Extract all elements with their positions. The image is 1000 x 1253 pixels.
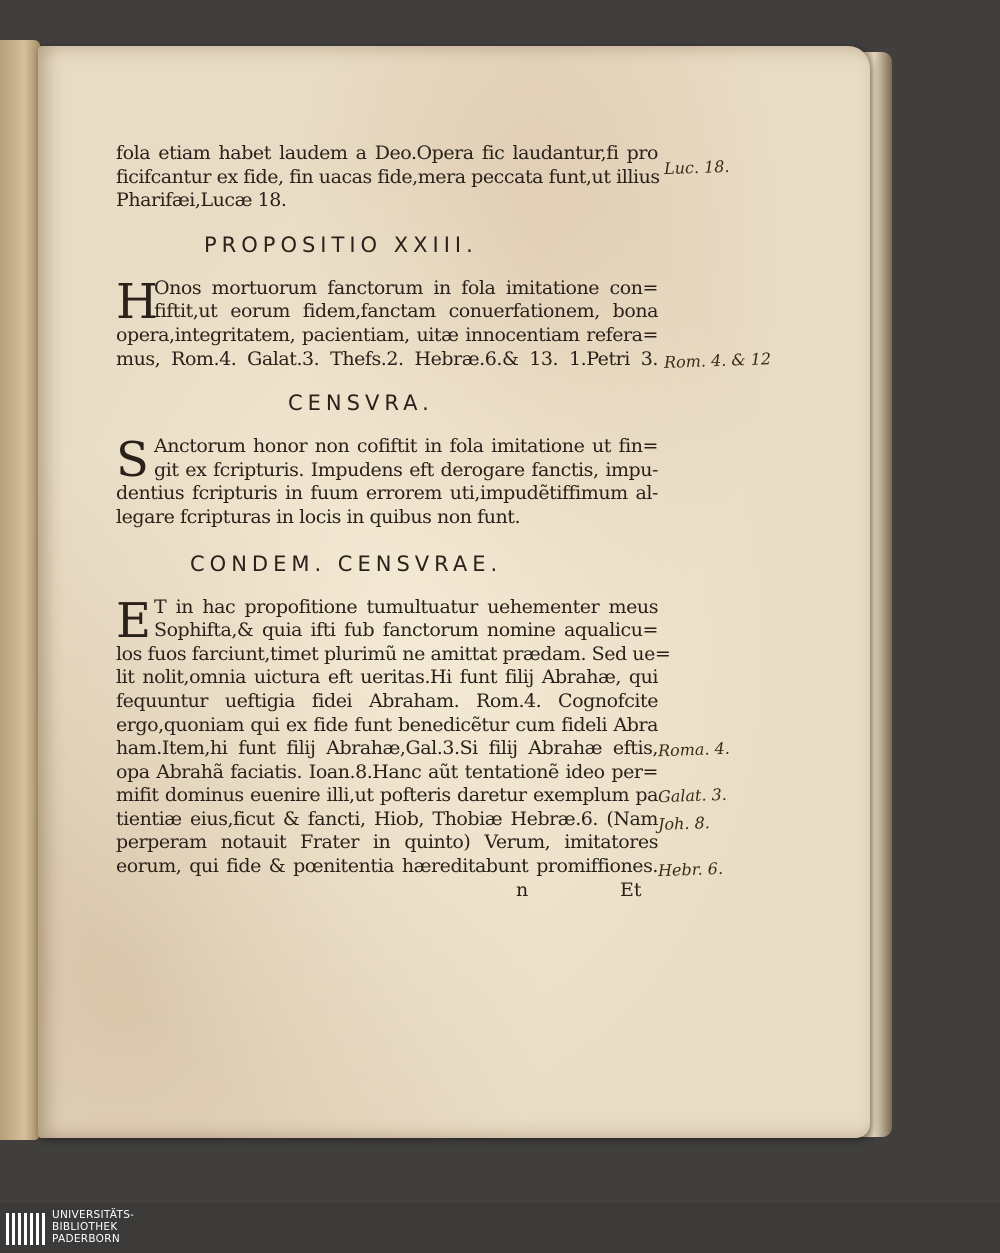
library-name-line: UNIVERSITÄTS- xyxy=(52,1209,135,1221)
heading-propositio: PROPOSITIO XXIII. xyxy=(204,232,478,257)
text-line: legare fcripturas in locis in quibus non funt. xyxy=(116,505,521,528)
signature-mark: n xyxy=(516,878,529,901)
text-line: opa Abrahã faciatis. Ioan.8.Hanc aũt tentationẽ ideo per= xyxy=(116,760,658,783)
text-line: tientiæ eius,ficut & fancti, Hiob, Thobiæ Hebræ.6. (Nam xyxy=(116,807,658,830)
library-name-line: PADERBORN xyxy=(52,1233,120,1245)
drop-cap: H xyxy=(116,273,158,330)
opening-lines xyxy=(116,142,658,213)
text-line: fequuntur ueftigia fidei Abraham. Rom.4. Cognofcite xyxy=(116,689,658,712)
library-name-line: BIBLIOTHEK xyxy=(52,1221,118,1233)
text-line: Onos mortuorum fanctorum in fola imitatione con= xyxy=(154,276,658,299)
heading-censura: CENSVRA. xyxy=(288,391,434,416)
paragraph-censura xyxy=(116,432,658,529)
text-line: ergo,quoniam qui ex fide funt benedicẽtur cum fideli Abra xyxy=(116,713,658,736)
text-line: fiftit,ut eorum fidem,fanctam conuerfationem, bona xyxy=(154,300,658,323)
drop-cap: S xyxy=(116,432,149,489)
paragraph-propositio xyxy=(116,273,658,371)
text-line: T in hac propofitione tumultuatur uehementer meus xyxy=(154,595,658,618)
text-line: mifit dominus euenire illi,ut pofteris daretur exemplum pa xyxy=(116,784,658,807)
text-line: Sophifta,& quia ifti fub fanctorum nomine aqualicu= xyxy=(154,619,658,642)
text-line: opera,integritatem, pacientiam, uitæ innocentiam refera= xyxy=(116,323,658,346)
paragraph-condem xyxy=(116,592,671,879)
left-page-edge xyxy=(0,40,40,1140)
margin-note: Luc. 18. xyxy=(663,156,730,179)
margin-note: Joh. 8. xyxy=(657,813,711,834)
heading-condem-censurae: CONDEM. CENSVRAE. xyxy=(190,551,503,576)
margin-note: Galat. 3. xyxy=(657,784,728,807)
page-text xyxy=(116,142,671,905)
margin-note: Roma. 4. xyxy=(657,738,731,761)
text-line: ham.Item,hi funt filij Abrahæ,Gal.3.Si filij Abrahæ eftis, xyxy=(116,737,658,760)
text-line: lit nolit,omnia uictura eft ueritas.Hi funt filij Abrahæ, qui xyxy=(116,666,658,689)
text-line: Anctorum honor non cofiftit in fola imitatione ut fin= xyxy=(154,435,658,458)
book-page xyxy=(38,46,870,1138)
page-footer xyxy=(116,879,658,905)
margin-note: Hebr. 6. xyxy=(657,858,724,881)
text-line: mus, Rom.4. Galat.3. Thefs.2. Hebræ.6.& 13. 1.Petri 3. xyxy=(116,347,658,370)
library-footer xyxy=(0,1203,1000,1253)
library-logo-icon xyxy=(4,1209,46,1249)
text-line: ficifcantur ex fide, fin uacas fide,mera peccata funt,ut illius xyxy=(116,165,660,188)
text-line: fola etiam habet laudem a Deo.Opera fic laudantur,fi pro xyxy=(116,142,658,164)
text-line: dentius fcripturis in fuum errorem uti,impudẽtiffimum al- xyxy=(116,482,658,505)
text-line: Pharifæi,Lucæ 18. xyxy=(116,189,287,212)
text-line: git ex fcripturis. Impudens eft derogare fanctis, impu- xyxy=(154,458,658,481)
text-line: eorum, qui fide & pœnitentia hæreditabunt promiffiones. xyxy=(116,855,658,878)
drop-cap: E xyxy=(116,592,152,649)
margin-note: Rom. 4. & 12 xyxy=(663,349,772,372)
text-line: los fuos farciunt,timet plurimũ ne amittat prædam. Sed ue= xyxy=(116,642,671,665)
text-line: perperam notauit Frater in quinto) Verum, imitatores xyxy=(116,831,658,854)
catchword: Et xyxy=(620,878,642,901)
library-name xyxy=(52,1209,134,1245)
